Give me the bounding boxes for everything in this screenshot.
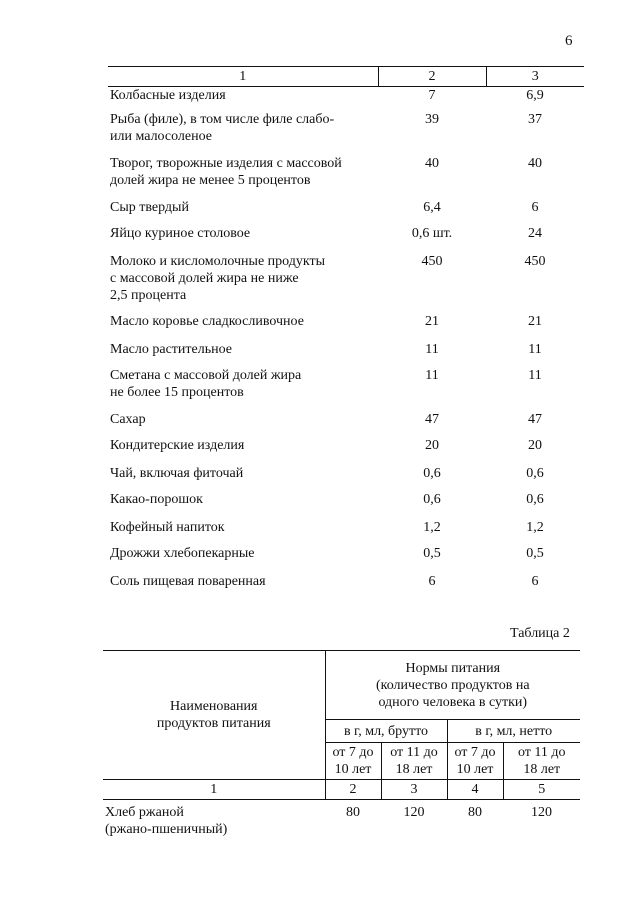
product-name (108, 199, 378, 225)
table2-col-number-3: 3 (381, 780, 447, 800)
age-line: 18 лет (395, 762, 433, 777)
value-col-3: 24 (528, 225, 542, 241)
table2-name-header (103, 651, 325, 780)
product-name-line: долей жира не менее 5 процентов (110, 172, 311, 188)
table-row (108, 199, 584, 225)
table1-header-col-2: 2 (378, 67, 486, 87)
age-line: от 11 до (517, 745, 566, 760)
product-name-line: Сметана с массовой долей жира (110, 367, 302, 383)
product-name (108, 253, 378, 313)
page-number: 6 (565, 33, 573, 49)
table2-col-number-1: 1 (103, 780, 325, 800)
table2-name-header-line: Наименования (170, 699, 258, 714)
value-col-3: 0,6 (526, 465, 544, 481)
product-name-line: Творог, творожные изделия с массовой (110, 155, 342, 171)
table2-col-number-4: 4 (447, 780, 503, 800)
product-name-line: Чай, включая фиточай (110, 465, 244, 481)
age-line: 18 лет (523, 762, 561, 777)
value-col-2: 0,6 шт. (411, 225, 453, 241)
table-row (108, 341, 584, 367)
table-row (108, 573, 584, 599)
table-row (103, 800, 580, 839)
value-col-3: 6 (531, 573, 539, 589)
product-name-line: Колбасные изделия (110, 88, 226, 103)
value-col-2: 0,6 (423, 491, 441, 507)
value-col-3: 37 (528, 111, 542, 127)
product-name-line: или малосоленое (110, 128, 213, 144)
table-row (108, 437, 584, 465)
product-name-line: Соль пищевая поваренная (110, 573, 266, 589)
product-name (108, 87, 378, 111)
value-col-3: 1,2 (526, 519, 544, 535)
table2-age-gross-7-10 (325, 743, 381, 780)
product-name (108, 341, 378, 367)
table-row (108, 313, 584, 341)
table-row (108, 253, 584, 313)
product-name (108, 367, 378, 411)
product-name (108, 545, 378, 573)
product-name (108, 155, 378, 199)
product-name (108, 313, 378, 341)
product-name (108, 465, 378, 491)
product-name-line: не более 15 процентов (110, 384, 244, 400)
value-col-2: 0,5 (423, 545, 441, 561)
table-row (108, 491, 584, 519)
nutrition-table-2 (103, 650, 580, 838)
product-name-line: Какао-порошок (110, 491, 203, 507)
value-col-3: 11 (528, 367, 542, 383)
table1-header-col-1: 1 (108, 67, 378, 87)
product-name-line: Кондитерские изделия (110, 437, 245, 453)
value-col-2: 6,4 (423, 199, 441, 215)
product-name-line: Сыр твердый (110, 199, 189, 215)
value-col-2: 11 (425, 367, 439, 383)
value-col-3: 21 (528, 313, 542, 329)
table2-age-gross-11-18 (381, 743, 447, 780)
value-col-2: 39 (425, 111, 439, 127)
table2-norms-header-line: одного человека в сутки) (378, 694, 528, 710)
value-col-2: 1,2 (423, 519, 441, 535)
table-row (108, 111, 584, 155)
table2-col-number-2: 2 (325, 780, 381, 800)
table-row (108, 465, 584, 491)
product-name (103, 800, 325, 839)
value-col-3: 40 (528, 155, 542, 171)
product-name (108, 519, 378, 545)
product-name-line: Хлеб ржаной (105, 805, 184, 820)
value-col-2: 40 (425, 155, 439, 171)
value-col-5: 120 (531, 805, 552, 820)
age-line: от 7 до (454, 745, 496, 760)
table-row (108, 411, 584, 437)
table2-norms-header-line: (количество продуктов на (375, 677, 530, 693)
table2-caption: Таблица 2 (510, 626, 570, 641)
age-line: от 7 до (332, 745, 374, 760)
product-name-line: Дрожжи хлебопекарные (110, 545, 255, 561)
value-col-3: 6,9 (526, 88, 544, 103)
product-name (108, 491, 378, 519)
value-col-4: 80 (468, 805, 482, 820)
value-col-3: 0,6 (526, 491, 544, 507)
table-row (108, 519, 584, 545)
table-row (108, 545, 584, 573)
value-col-2: 20 (425, 437, 439, 453)
value-col-3: 11 (528, 341, 542, 357)
table2-norms-header (325, 651, 580, 720)
table2-norms-header-line: Нормы питания (405, 660, 501, 676)
value-col-2: 6 (428, 573, 436, 589)
table-row (108, 225, 584, 253)
value-col-2: 7 (428, 88, 436, 103)
table2-col-number-5: 5 (503, 780, 580, 800)
product-name-line: 2,5 процента (110, 287, 187, 303)
table2-age-net-11-18 (503, 743, 580, 780)
table-row (108, 367, 584, 411)
table1-header-col-3: 3 (486, 67, 584, 87)
table1-header-row (108, 67, 584, 87)
product-name-line: (ржано-пшеничный) (105, 822, 228, 837)
table2-name-header-line: продуктов питания (156, 716, 271, 731)
product-name-line: Масло растительное (110, 341, 232, 357)
value-col-2: 80 (346, 805, 360, 820)
value-col-3: 0,5 (526, 545, 544, 561)
product-name-line: Яйцо куриное столовое (110, 225, 251, 241)
value-col-2: 450 (421, 253, 443, 269)
product-name-line: Кофейный напиток (110, 519, 225, 535)
value-col-2: 47 (425, 411, 439, 427)
table2-net-header: в г, мл, нетто (447, 720, 580, 743)
product-name (108, 225, 378, 253)
value-col-2: 0,6 (423, 465, 441, 481)
table2-age-net-7-10 (447, 743, 503, 780)
product-name-line: Молоко и кисломолочные продукты (110, 253, 326, 269)
product-name (108, 111, 378, 155)
product-name (108, 573, 378, 599)
table-row (108, 155, 584, 199)
value-col-3: 47 (528, 411, 542, 427)
product-name-line: Масло коровье сладкосливочное (110, 313, 304, 329)
age-line: 10 лет (334, 762, 372, 777)
table2-gross-header: в г, мл, брутто (325, 720, 447, 743)
value-col-2: 21 (425, 313, 439, 329)
product-name (108, 411, 378, 437)
product-name-line: Рыба (филе), в том числе филе слабо- (110, 111, 335, 127)
value-col-3: 20 (528, 437, 542, 453)
table-row (108, 87, 584, 111)
age-line: 10 лет (456, 762, 494, 777)
product-name-line: с массовой долей жира не ниже (110, 270, 299, 286)
nutrition-table-1 (108, 66, 584, 599)
value-col-3: 450 (524, 253, 546, 269)
value-col-2: 11 (425, 341, 439, 357)
value-col-3: 6 (531, 199, 539, 215)
age-line: от 11 до (390, 745, 438, 760)
value-col-3: 120 (403, 805, 425, 820)
product-name (108, 437, 378, 465)
product-name-line: Сахар (110, 411, 146, 427)
